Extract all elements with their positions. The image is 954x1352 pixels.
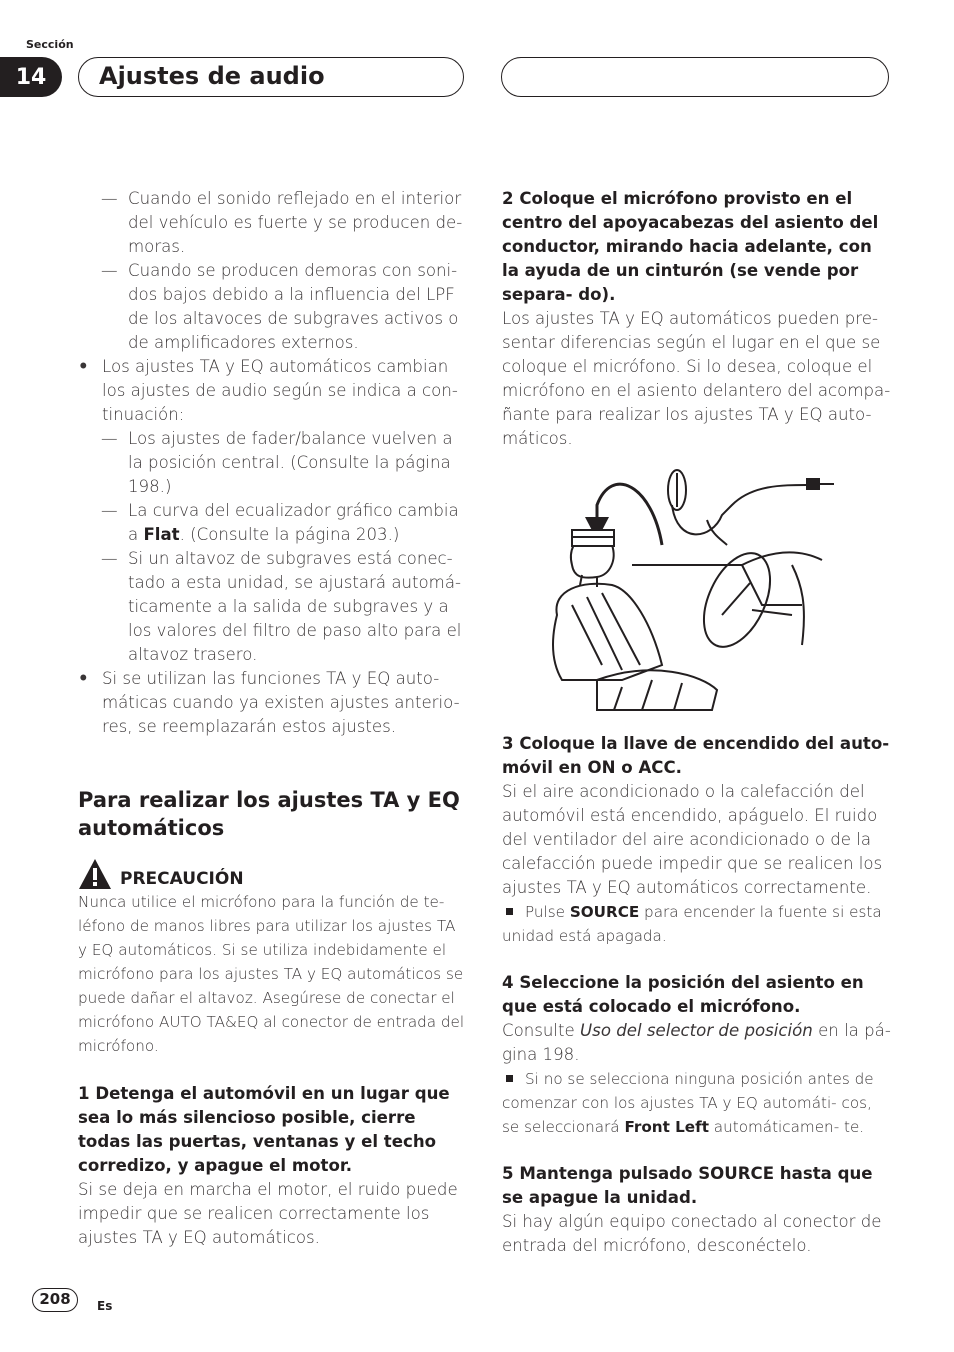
note-square-icon	[506, 1075, 513, 1082]
microphone-placement-illustration	[502, 465, 892, 735]
bullet-item: • Si se utilizan las funciones TA y EQ auto- máticas cuando ya existen ajustes anterio- res, se reemplazarán estos ajustes.	[78, 669, 460, 736]
warning-icon	[78, 858, 112, 890]
dash-item: — Cuando se producen demoras con soni- dos bajos debido a la influencia del LPF de los altavoces de subgraves activos o de amplificadores externos.	[101, 261, 459, 352]
step-2-body: Los ajustes TA y EQ automáticos pueden pre- sentar diferencias según el lugar en el que se coloque el micrófono. Si lo desea, coloque el micrófono en el asiento delantero del acompa- ñante para realizar los ajustes TA y EQ auto- máticos.	[502, 309, 891, 448]
step-1-title: 1 Detenga el automóvil en un lugar que sea lo más silencioso posible, cierre todas las puertas, ventanas y el techo corredizo, y apague el motor.	[78, 1084, 450, 1175]
dash-item-text: . (Consulte la página 203.)	[179, 525, 400, 544]
dash-item-text: Los ajustes de fader/balance vuelven a la posición central. (Consulte la página 198.)	[128, 429, 453, 496]
section-number-badge: 14	[0, 57, 62, 97]
step-3-body: Si el aire acondicionado o la calefacción del automóvil está encendido, apáguelo. El ruido del ventilador del aire acondicionado o de la calefacción puede impedir que se realicen los ajustes TA y EQ automáticos correctamente.	[502, 782, 883, 897]
note-text: Pulse	[525, 903, 570, 921]
caution-label: PRECAUCIÓN	[120, 869, 244, 889]
page-number: 208	[32, 1288, 78, 1312]
step-5-title: 5 Mantenga pulsado SOURCE hasta que se apague la unidad.	[502, 1164, 873, 1207]
step-4-note	[502, 1067, 892, 1139]
caution-text: Nunca utilice el micrófono para la función de te- léfono de manos libres para utilizar los ajustes TA y EQ automáticos. Si se utiliza indebidamente el micrófono para los ajustes TA y EQ automáticos se puede dañar el altavoz. Asegúrese de conectar el micrófono AUTO TA&EQ al conector de entrada del micrófono.	[78, 893, 465, 1055]
dash-item-text: Cuando el sonido reflejado en el interior del vehículo es fuerte y se producen de- moras.	[128, 189, 463, 256]
dash-item: — Cuando el sonido reflejado en el interior del vehículo es fuerte y se producen de- moras.	[101, 189, 463, 256]
step-3-title: 3 Coloque la llave de encendido del auto- móvil en ON o ACC.	[502, 734, 890, 777]
dash-item: — Los ajustes de fader/balance vuelven a la posición central. (Consulte la página 198.)	[101, 429, 453, 496]
section-subheading: Para realizar los ajustes TA y EQ automáticos	[78, 788, 460, 840]
header-blank-box	[501, 57, 889, 97]
step-4-body-text: en la pá- gina 198.	[502, 1021, 891, 1064]
reference-title: Uso del selector de posición	[580, 1021, 813, 1040]
dash-item-text: Cuando se producen demoras con soni- dos bajos debido a la influencia del LPF de los altavoces de subgraves activos o de amplificadores externos.	[128, 261, 459, 352]
note-text: Si no se selecciona ninguna posición antes de comenzar con los ajustes TA y EQ automáti- cos, se seleccionará	[502, 1070, 874, 1136]
dash-item: — La curva del ecualizador gráfico cambia a Flat. (Consulte la página 203.)	[101, 501, 459, 544]
dash-item-text: La curva del ecualizador gráfico cambia a	[128, 501, 459, 544]
note-text: automáticamen- te.	[708, 1118, 865, 1136]
step-4-body-text: Consulte	[502, 1021, 581, 1040]
caution-header	[78, 854, 466, 890]
step-4-body	[502, 1019, 892, 1067]
flat-label: Flat	[143, 525, 180, 544]
note-square-icon	[506, 908, 513, 915]
front-left-label: Front Left	[624, 1118, 709, 1136]
step-4-title: 4 Seleccione la posición del asiento en que está colocado el micrófono.	[502, 973, 864, 1016]
language-code: Es	[97, 1299, 113, 1313]
dash-item: — Si un altavoz de subgraves está conec- tado a esta unidad, se ajustará automá- ticamente a la salida de subgraves y a los valores del filtro de paso alto para el altavoz trasero.	[101, 549, 462, 664]
page-title: Ajustes de audio	[78, 57, 464, 97]
note-text: para encender la fuente si esta unidad está apagada.	[502, 903, 882, 945]
right-column	[502, 187, 892, 1258]
bullet-text: Si se utilizan las funciones TA y EQ auto- máticas cuando ya existen ajustes anterio- res, se reemplazarán estos ajustes.	[102, 669, 460, 736]
source-label: SOURCE	[569, 903, 640, 921]
section-label: Sección	[26, 38, 74, 51]
step-2-title: 2 Coloque el micrófono provisto en el centro del apoyacabezas del asiento del conductor, mirando hacia adelante, con la ayuda de un cinturón (se vende por separa- do).	[502, 189, 879, 304]
step-1-body: Si se deja en marcha el motor, el ruido puede impedir que se realicen correctamente los ajustes TA y EQ automáticos.	[78, 1180, 458, 1247]
step-5-body: Si hay algún equipo conectado al conector de entrada del micrófono, desconéctelo.	[502, 1212, 882, 1255]
bullet-item: • Los ajustes TA y EQ automáticos cambian los ajustes de audio según se indica a con- tinuación:	[78, 357, 458, 424]
step-3-note	[502, 900, 892, 948]
dash-item-text: Si un altavoz de subgraves está conec- tado a esta unidad, se ajustará automá- ticamente a la salida de subgraves y a los valores del filtro de paso alto para el altavoz trasero.	[128, 549, 462, 664]
left-column	[78, 187, 466, 1250]
bullet-text: Los ajustes TA y EQ automáticos cambian los ajustes de audio según se indica a con- tinuación:	[102, 357, 458, 424]
